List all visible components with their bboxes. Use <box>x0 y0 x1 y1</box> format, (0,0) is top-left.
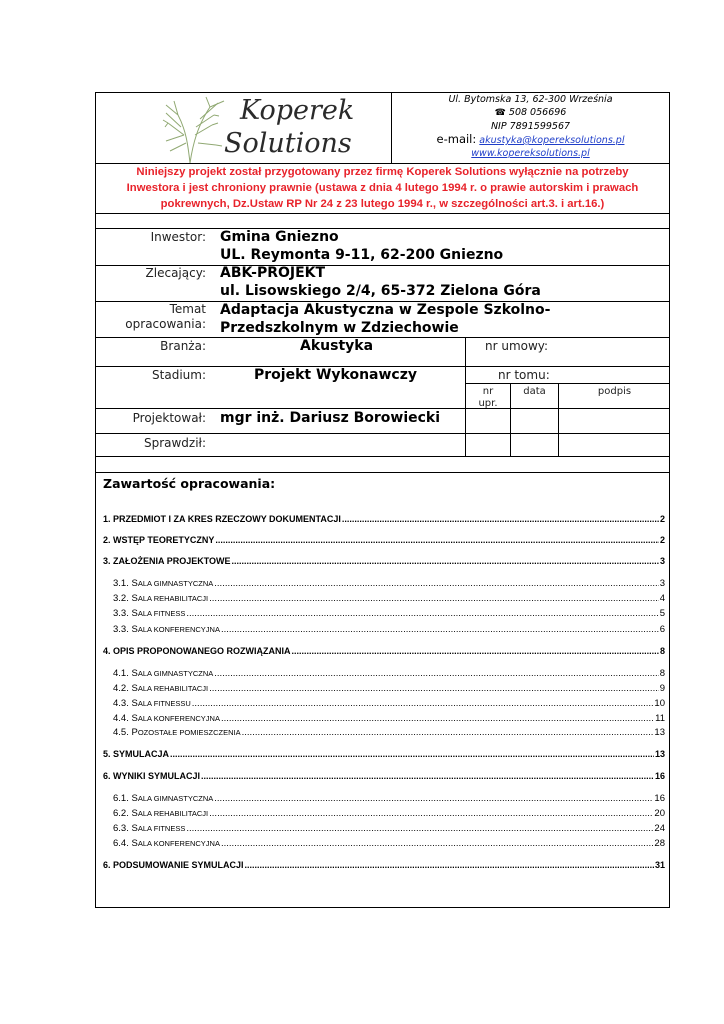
toc-entry[interactable] <box>103 771 665 781</box>
toc-subentry-title <box>113 808 208 819</box>
toc-entry-rest: ALA GIMNASTYCZNA <box>137 794 214 803</box>
toc-entry-text: PODSUMOWANIE SYMULACJI <box>113 860 244 870</box>
toc-entry-number: 3. <box>103 556 111 566</box>
toc-entry-text: WYNIKI SYMULACJI <box>113 771 201 781</box>
toc-subentry-title <box>113 823 185 834</box>
toc-leader-dots <box>201 771 654 781</box>
company-name-line1: Koperek <box>240 95 355 126</box>
toc-subentry-title <box>113 698 191 709</box>
client-label: Zlecający: <box>145 266 206 280</box>
investor-name: Gmina Gniezno <box>220 229 339 245</box>
toc-entry-title <box>103 646 291 656</box>
toc-entry-number: 2. <box>103 535 111 545</box>
document-frame <box>95 92 670 908</box>
toc-entry-title <box>103 514 341 524</box>
toc-page-number: 11 <box>655 713 665 724</box>
toc-leader-dots <box>342 514 659 524</box>
toc-entry-rest: ALA KONFERENCYJNA <box>137 714 220 723</box>
toc-subentry[interactable] <box>103 823 665 834</box>
topic-label-line2: opracowania: <box>125 317 206 331</box>
toc-entry-number: 3.3. <box>113 608 129 619</box>
client-name: ABK-PROJEKT <box>220 265 326 281</box>
toc-subentry[interactable] <box>103 713 665 724</box>
toc-leader-dots <box>292 646 659 656</box>
email-link[interactable]: akustyka@kopereksolutions.pl <box>479 135 625 146</box>
divider <box>95 228 670 229</box>
toc-entry[interactable] <box>103 749 665 759</box>
notice-line3: pokrewnych, Dz.Ustaw RP Nr 24 z 23 lutego 1994 r., w szczególności art.3. i art.16.) <box>160 198 605 210</box>
toc-entry-rest: ALA GIMNASTYCZNA <box>137 579 214 588</box>
toc-entry-rest: OZOSTAŁE POMIESZCZENIA <box>137 728 241 737</box>
toc-page-number: 13 <box>654 749 665 759</box>
col-sign: podpis <box>597 386 632 397</box>
toc-entry-initial: S <box>131 624 138 635</box>
toc-entry-rest: ALA REHABILITACJI <box>137 594 209 603</box>
toc-page-number: 20 <box>654 808 665 819</box>
toc-leader-dots <box>245 860 654 870</box>
toc-subentry[interactable] <box>103 593 665 604</box>
volume-label: nr tomu: <box>498 368 550 382</box>
toc-page-number: 2 <box>659 514 665 524</box>
toc-leader-dots <box>221 624 659 635</box>
divider <box>95 337 670 338</box>
toc-entry-number: 4. <box>103 646 111 656</box>
toc-entry-text: PRZEDMIOT I ZA KRES RZECZOWY DOKUMENTACJI <box>113 514 341 524</box>
toc-entry-number: 6.1. <box>113 793 129 804</box>
toc-entry-number: 4.4. <box>113 713 129 724</box>
toc-subentry-title <box>113 727 241 738</box>
toc-entry-rest: ALA KONFERENCYJNA <box>137 625 220 634</box>
toc-title: Zawartość opracowania: <box>103 476 276 491</box>
investor-label: Inwestor: <box>150 230 206 244</box>
topic-line1: Adaptacja Akustyczna w Zespole Szkolno- <box>220 302 551 318</box>
toc-entry-title <box>103 771 200 781</box>
toc-entry-initial: S <box>131 698 138 709</box>
toc-entry-title <box>103 535 214 545</box>
toc-entry-number: 4.3. <box>113 698 129 709</box>
toc-leader-dots <box>214 578 658 589</box>
toc-entry-title <box>103 556 231 566</box>
nip: NIP 7891599567 <box>490 121 571 132</box>
divider <box>465 366 466 456</box>
toc-subentry[interactable] <box>103 793 665 804</box>
toc-subentry[interactable] <box>103 668 665 679</box>
toc-entry-text: ZAŁOŻENIA PROJEKTOWE <box>113 556 231 566</box>
toc-page-number: 31 <box>654 860 665 870</box>
toc-entry[interactable] <box>103 514 665 524</box>
toc-leader-dots <box>170 749 654 759</box>
divider <box>95 408 670 409</box>
toc-entry-initial: S <box>131 808 138 819</box>
phone-icon: ☎ <box>494 108 506 118</box>
toc-entry[interactable] <box>103 535 665 545</box>
toc-page-number: 9 <box>659 683 665 694</box>
toc-subentry-title <box>113 578 213 589</box>
toc-entry-text: WSTĘP TEORETYCZNY <box>113 535 215 545</box>
divider <box>95 213 670 214</box>
dill-icon <box>148 95 233 165</box>
toc-entry-number: 3.2. <box>113 593 129 604</box>
branch-label: Branża: <box>160 339 206 353</box>
toc-subentry[interactable] <box>103 624 665 635</box>
toc-leader-dots <box>215 535 659 545</box>
toc-entry-number: 1. <box>103 514 111 524</box>
toc-entry-number: 4.5. <box>113 727 129 738</box>
toc-entry-rest: ALA REHABILITACJI <box>137 684 209 693</box>
toc-entry-initial: S <box>131 578 138 589</box>
company-name-line2: Solutions <box>224 128 352 159</box>
toc-page-number: 8 <box>659 668 665 679</box>
topic-label-line1: Temat <box>169 302 206 316</box>
toc-leader-dots <box>221 838 653 849</box>
toc-subentry[interactable] <box>103 578 665 589</box>
divider <box>465 337 466 366</box>
phone-line <box>392 106 669 120</box>
logo <box>140 95 380 165</box>
investor-address: UL. Reymonta 9-11, 62-200 Gniezno <box>220 247 504 263</box>
toc-leader-dots <box>209 593 659 604</box>
toc-subentry-title <box>113 793 213 804</box>
address: Ul. Bytomska 13, 62-300 Września <box>448 94 613 105</box>
toc-entry[interactable] <box>103 646 665 656</box>
toc-entry-text: OPIS PROPONOWANEGO ROZWIĄZANIA <box>113 646 291 656</box>
toc-entry-rest: ALA GIMNASTYCZNA <box>137 669 214 678</box>
toc-leader-dots <box>214 793 653 804</box>
toc-page-number: 3 <box>659 556 665 566</box>
toc-page-number: 16 <box>654 771 665 781</box>
col-nr-line1: nr <box>482 386 494 397</box>
toc-subentry[interactable] <box>103 683 665 694</box>
topic-line2: Przedszkolnym w Zdziechowie <box>220 320 459 336</box>
designer-label: Projektował: <box>132 411 206 425</box>
toc-subentry[interactable] <box>103 727 665 738</box>
divider <box>95 456 670 457</box>
toc-entry-text: SYMULACJA <box>113 749 170 759</box>
toc-entry-title <box>103 749 169 759</box>
contact-block <box>392 93 669 160</box>
toc-entry-rest: ALA FITNESSU <box>137 699 191 708</box>
divider <box>95 433 670 434</box>
toc-entry-rest: ALA FITNESS <box>137 824 186 833</box>
toc-leader-dots <box>192 698 654 709</box>
toc-entry-number: 4.1. <box>113 668 129 679</box>
toc-page-number: 4 <box>659 593 665 604</box>
toc-entry-number: 4.2. <box>113 683 129 694</box>
designer-value: mgr inż. Dariusz Borowiecki <box>220 410 441 426</box>
toc-entry[interactable] <box>103 556 665 566</box>
toc-subentry[interactable] <box>103 808 665 819</box>
toc-entry-rest: ALA FITNESS <box>137 609 186 618</box>
toc-subentry-title <box>113 683 208 694</box>
toc-leader-dots <box>214 668 658 679</box>
toc-page-number: 16 <box>654 793 665 804</box>
toc-subentry-title <box>113 608 185 619</box>
toc-entry[interactable] <box>103 860 665 870</box>
toc-entry-number: 6.4. <box>113 838 129 849</box>
contract-label: nr umowy: <box>485 339 549 353</box>
divider <box>465 383 670 384</box>
stage-value: Projekt Wykonawczy <box>254 367 417 383</box>
divider <box>95 472 670 473</box>
toc-page-number: 28 <box>654 838 665 849</box>
notice-line1: Niniejszy projekt został przygotowany przez firmę Koperek Solutions wyłącznie na potrzeby <box>136 166 629 178</box>
branch-value: Akustyka <box>300 338 374 354</box>
notice-line2: Inwestora i jest chroniony prawnie (ustawa z dnia 4 lutego 1994 r. o prawie autorskim i prawach <box>126 182 639 194</box>
phone: 508 056696 <box>508 107 567 118</box>
toc-entry-initial: S <box>131 713 138 724</box>
toc-page-number: 5 <box>659 608 665 619</box>
toc-page-number: 6 <box>659 624 665 635</box>
client-address: ul. Lisowskiego 2/4, 65-372 Zielona Góra <box>220 283 541 299</box>
toc-entry-number: 3.3. <box>113 624 129 635</box>
toc-entry-initial: S <box>131 608 138 619</box>
toc-entry-number: 6.2. <box>113 808 129 819</box>
col-nr-upr <box>466 386 510 410</box>
copyright-notice <box>96 164 669 212</box>
toc-page-number: 24 <box>654 823 665 834</box>
col-date: data <box>523 386 546 397</box>
toc-leader-dots <box>242 727 654 738</box>
toc-leader-dots <box>232 556 659 566</box>
toc-page-number: 2 <box>659 535 665 545</box>
toc-entry-number: 6. <box>103 860 111 870</box>
toc-subentry-title <box>113 838 220 849</box>
toc-subentry-title <box>113 624 220 635</box>
toc-subentry[interactable] <box>103 698 665 709</box>
toc-entry-initial: S <box>131 823 138 834</box>
toc-entry-initial: S <box>131 793 138 804</box>
toc-leader-dots <box>221 713 654 724</box>
toc-page-number: 3 <box>659 578 665 589</box>
toc-entry-number: 5. <box>103 749 111 759</box>
toc-subentry[interactable] <box>103 608 665 619</box>
toc-subentry[interactable] <box>103 838 665 849</box>
col-nr-line2: upr. <box>478 398 498 409</box>
toc-entry-number: 6.3. <box>113 823 129 834</box>
toc-entry-initial: S <box>131 668 138 679</box>
toc-subentry-title <box>113 668 213 679</box>
toc-page-number: 10 <box>654 698 665 709</box>
toc-leader-dots <box>209 683 659 694</box>
toc-subentry-title <box>113 713 220 724</box>
toc-entry-number: 3.1. <box>113 578 129 589</box>
checker-label: Sprawdził: <box>143 436 206 450</box>
toc-subentry-title <box>113 593 208 604</box>
toc-page-number: 8 <box>659 646 665 656</box>
email-line <box>392 133 669 147</box>
toc-leader-dots <box>186 823 653 834</box>
toc-leader-dots <box>186 608 658 619</box>
toc-entry-initial: S <box>131 683 138 694</box>
toc-entry-title <box>103 860 244 870</box>
toc-page-number: 13 <box>654 727 665 738</box>
toc-entry-initial: S <box>131 593 138 604</box>
toc-entry-initial: S <box>131 838 138 849</box>
stage-label: Stadium: <box>152 368 206 382</box>
toc-entry-initial: P <box>131 727 138 738</box>
toc-entry-rest: ALA KONFERENCYJNA <box>137 839 220 848</box>
toc-leader-dots <box>209 808 653 819</box>
email-label: e-mail: <box>436 132 477 146</box>
website-link[interactable]: www.kopereksolutions.pl <box>471 148 590 159</box>
toc-entry-number: 6. <box>103 771 111 781</box>
toc-entry-rest: ALA REHABILITACJI <box>137 809 209 818</box>
